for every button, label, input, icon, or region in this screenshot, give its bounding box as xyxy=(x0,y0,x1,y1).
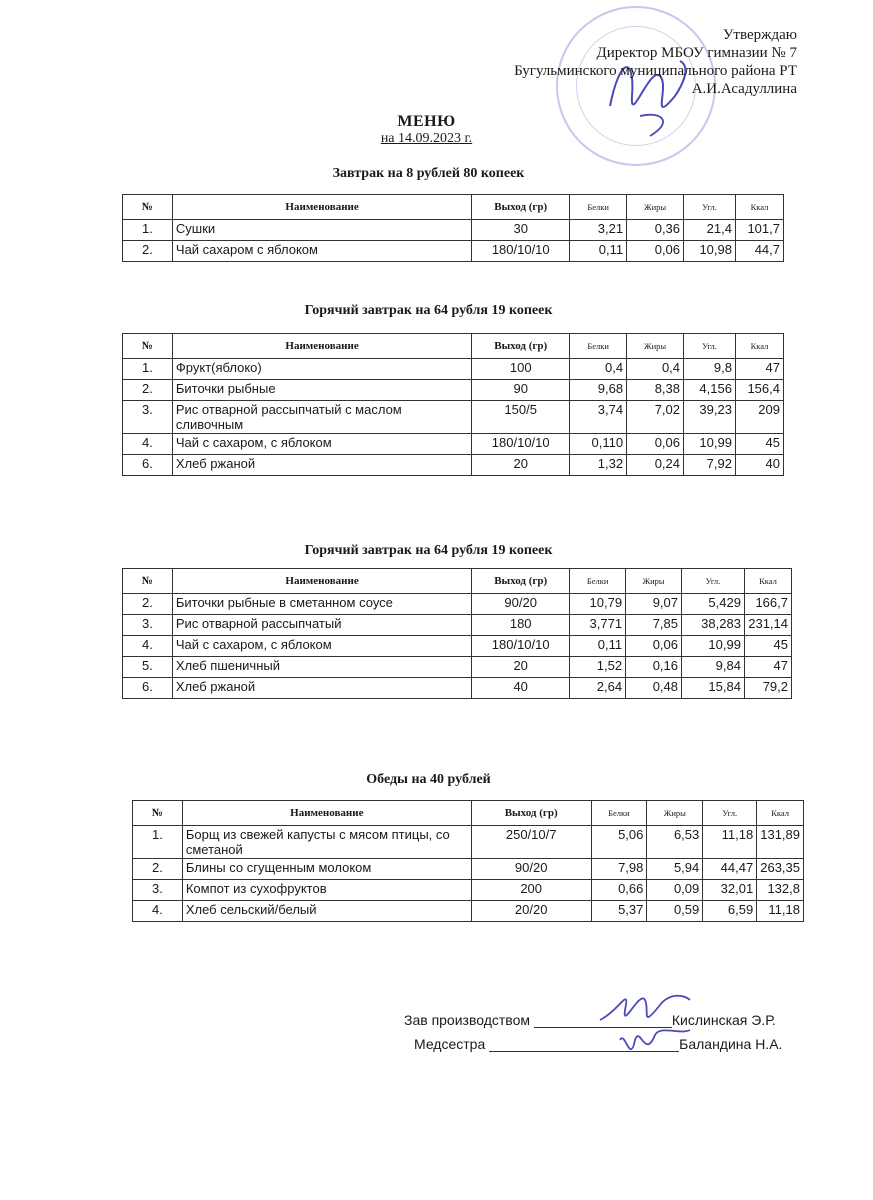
fat-value: 0,09 xyxy=(647,880,703,901)
table-row xyxy=(123,241,784,262)
table-header-row xyxy=(123,334,784,359)
column-header: Жиры xyxy=(627,195,684,220)
protein-value: 2,64 xyxy=(570,678,626,699)
table-row xyxy=(123,657,792,678)
table-row xyxy=(133,826,804,859)
portion-yield: 90/20 xyxy=(471,859,591,880)
portion-yield: 90 xyxy=(472,380,570,401)
column-header: Угл. xyxy=(682,569,745,594)
column-header: Ккал xyxy=(735,195,783,220)
signature-role-1: Зав производством xyxy=(404,1012,530,1028)
fat-value: 0,59 xyxy=(647,901,703,922)
carbs-value: 21,4 xyxy=(684,220,736,241)
protein-value: 0,11 xyxy=(570,636,626,657)
protein-value: 5,06 xyxy=(591,826,647,859)
row-number: 1. xyxy=(123,220,173,241)
dish-name: Чай сахаром с яблоком xyxy=(172,241,471,262)
column-header: № xyxy=(123,334,173,359)
row-number: 2. xyxy=(123,380,173,401)
fat-value: 0,16 xyxy=(626,657,682,678)
row-number: 2. xyxy=(123,594,173,615)
portion-yield: 200 xyxy=(471,880,591,901)
kcal-value: 45 xyxy=(744,636,791,657)
portion-yield: 180/10/10 xyxy=(472,241,570,262)
carbs-value: 10,98 xyxy=(684,241,736,262)
column-header: Ккал xyxy=(757,801,804,826)
carbs-value: 9,84 xyxy=(682,657,745,678)
row-number: 6. xyxy=(123,678,173,699)
fat-value: 0,06 xyxy=(627,241,684,262)
kcal-value: 45 xyxy=(735,434,783,455)
kcal-value: 166,7 xyxy=(744,594,791,615)
fat-value: 7,02 xyxy=(627,401,684,434)
kcal-value: 47 xyxy=(735,359,783,380)
row-number: 6. xyxy=(123,455,173,476)
table-row xyxy=(133,880,804,901)
table-row xyxy=(123,220,784,241)
column-header: Угл. xyxy=(684,334,736,359)
carbs-value: 9,8 xyxy=(684,359,736,380)
protein-value: 1,52 xyxy=(570,657,626,678)
table-row xyxy=(123,615,792,636)
signature-person-1: Кислинская Э.Р. xyxy=(671,1012,776,1028)
fat-value: 7,85 xyxy=(626,615,682,636)
table-row xyxy=(123,401,784,434)
section-title-4: Обеды на 40 рублей xyxy=(366,772,491,787)
carbs-value: 44,47 xyxy=(703,859,757,880)
carbs-value: 10,99 xyxy=(684,434,736,455)
table-row xyxy=(123,359,784,380)
carbs-value: 4,156 xyxy=(684,380,736,401)
carbs-value: 10,99 xyxy=(682,636,745,657)
column-header: № xyxy=(123,195,173,220)
carbs-value: 5,429 xyxy=(682,594,745,615)
protein-value: 0,110 xyxy=(570,434,627,455)
row-number: 4. xyxy=(123,636,173,657)
portion-yield: 20 xyxy=(472,455,570,476)
column-header: Белки xyxy=(570,195,627,220)
fat-value: 0,24 xyxy=(627,455,684,476)
fat-value: 0,48 xyxy=(626,678,682,699)
protein-value: 1,32 xyxy=(570,455,627,476)
column-header: Жиры xyxy=(626,569,682,594)
table-header-row xyxy=(133,801,804,826)
staff-signature xyxy=(590,980,700,1070)
row-number: 3. xyxy=(133,880,183,901)
dish-name: Компот из сухофруктов xyxy=(182,880,471,901)
approval-block xyxy=(514,26,797,98)
column-header: Жиры xyxy=(627,334,684,359)
dish-name: Хлеб сельский/белый xyxy=(182,901,471,922)
page-title: МЕНЮ xyxy=(397,113,456,130)
column-header: № xyxy=(123,569,173,594)
protein-value: 0,11 xyxy=(570,241,627,262)
table-row xyxy=(133,859,804,880)
portion-yield: 180/10/10 xyxy=(472,636,570,657)
column-header: Наименование xyxy=(182,801,471,826)
carbs-value: 11,18 xyxy=(703,826,757,859)
carbs-value: 32,01 xyxy=(703,880,757,901)
dish-name: Фрукт(яблоко) xyxy=(172,359,471,380)
kcal-value: 156,4 xyxy=(735,380,783,401)
fat-value: 0,4 xyxy=(627,359,684,380)
menu-table-3 xyxy=(122,568,792,699)
protein-value: 3,771 xyxy=(570,615,626,636)
approval-line-4: А.И.Асадуллина xyxy=(691,81,797,97)
portion-yield: 250/10/7 xyxy=(471,826,591,859)
protein-value: 7,98 xyxy=(591,859,647,880)
fat-value: 0,36 xyxy=(627,220,684,241)
approval-line-2: Директор МБОУ гимназии № 7 xyxy=(596,45,797,61)
table-header-row xyxy=(123,195,784,220)
carbs-value: 7,92 xyxy=(684,455,736,476)
protein-value: 0,4 xyxy=(570,359,627,380)
kcal-value: 231,14 xyxy=(744,615,791,636)
table-row xyxy=(133,901,804,922)
approval-line-3: Бугульминского муниципального района РТ xyxy=(514,63,797,79)
signature-role-2: Медсестра xyxy=(414,1036,486,1052)
column-header: Выход (гр) xyxy=(472,195,570,220)
dish-name: Борщ из свежей капусты с мясом птицы, со сметаной xyxy=(182,826,471,859)
carbs-value: 6,59 xyxy=(703,901,757,922)
portion-yield: 180/10/10 xyxy=(472,434,570,455)
protein-value: 5,37 xyxy=(591,901,647,922)
menu-table-4 xyxy=(132,800,804,922)
portion-yield: 180 xyxy=(472,615,570,636)
kcal-value: 79,2 xyxy=(744,678,791,699)
protein-value: 0,66 xyxy=(591,880,647,901)
column-header: Выход (гр) xyxy=(472,569,570,594)
section-title-3: Горячий завтрак на 64 рубля 19 копеек xyxy=(304,543,553,558)
menu-table-1 xyxy=(122,194,784,262)
kcal-value: 101,7 xyxy=(735,220,783,241)
kcal-value: 131,89 xyxy=(757,826,804,859)
table-header-row xyxy=(123,569,792,594)
section-title-1: Завтрак на 8 рублей 80 копеек xyxy=(332,166,525,181)
dish-name: Хлеб ржаной xyxy=(172,678,471,699)
column-header: Угл. xyxy=(703,801,757,826)
carbs-value: 39,23 xyxy=(684,401,736,434)
row-number: 1. xyxy=(123,359,173,380)
approval-line-1: Утверждаю xyxy=(722,27,797,43)
kcal-value: 132,8 xyxy=(757,880,804,901)
row-number: 2. xyxy=(123,241,173,262)
column-header: Угл. xyxy=(684,195,736,220)
fat-value: 0,06 xyxy=(626,636,682,657)
portion-yield: 100 xyxy=(472,359,570,380)
fat-value: 0,06 xyxy=(627,434,684,455)
fat-value: 8,38 xyxy=(627,380,684,401)
dish-name: Чай с сахаром, с яблоком xyxy=(172,636,471,657)
section-title-2: Горячий завтрак на 64 рубля 19 копеек xyxy=(304,303,553,318)
portion-yield: 90/20 xyxy=(472,594,570,615)
protein-value: 10,79 xyxy=(570,594,626,615)
dish-name: Чай с сахаром, с яблоком xyxy=(172,434,471,455)
portion-yield: 20/20 xyxy=(471,901,591,922)
dish-name: Биточки рыбные xyxy=(172,380,471,401)
column-header: Выход (гр) xyxy=(472,334,570,359)
column-header: Выход (гр) xyxy=(471,801,591,826)
kcal-value: 11,18 xyxy=(757,901,804,922)
dish-name: Хлеб пшеничный xyxy=(172,657,471,678)
column-header: Наименование xyxy=(172,195,471,220)
dish-name: Биточки рыбные в сметанном соусе xyxy=(172,594,471,615)
dish-name: Рис отварной рассыпчатый с маслом сливочным xyxy=(172,401,471,434)
row-number: 3. xyxy=(123,615,173,636)
carbs-value: 38,283 xyxy=(682,615,745,636)
kcal-value: 47 xyxy=(744,657,791,678)
portion-yield: 40 xyxy=(472,678,570,699)
menu-table-2 xyxy=(122,333,784,476)
protein-value: 3,21 xyxy=(570,220,627,241)
dish-name: Хлеб ржаной xyxy=(172,455,471,476)
column-header: Наименование xyxy=(172,334,471,359)
dish-name: Рис отварной рассыпчатый xyxy=(172,615,471,636)
carbs-value: 15,84 xyxy=(682,678,745,699)
protein-value: 3,74 xyxy=(570,401,627,434)
menu-date: на 14.09.2023 г. xyxy=(380,131,473,146)
table-row xyxy=(123,434,784,455)
dish-name: Блины со сгущенным молоком xyxy=(182,859,471,880)
portion-yield: 30 xyxy=(472,220,570,241)
row-number: 1. xyxy=(133,826,183,859)
dish-name: Сушки xyxy=(172,220,471,241)
row-number: 4. xyxy=(123,434,173,455)
column-header: Белки xyxy=(570,569,626,594)
table-row xyxy=(123,594,792,615)
column-header: Белки xyxy=(570,334,627,359)
table-row xyxy=(123,636,792,657)
fat-value: 9,07 xyxy=(626,594,682,615)
kcal-value: 263,35 xyxy=(757,859,804,880)
row-number: 2. xyxy=(133,859,183,880)
portion-yield: 150/5 xyxy=(472,401,570,434)
table-row xyxy=(123,678,792,699)
row-number: 4. xyxy=(133,901,183,922)
row-number: 5. xyxy=(123,657,173,678)
protein-value: 9,68 xyxy=(570,380,627,401)
fat-value: 5,94 xyxy=(647,859,703,880)
fat-value: 6,53 xyxy=(647,826,703,859)
signature-person-2: Баландина Н.А. xyxy=(679,1036,783,1052)
table-row xyxy=(123,380,784,401)
column-header: Жиры xyxy=(647,801,703,826)
kcal-value: 40 xyxy=(735,455,783,476)
kcal-value: 209 xyxy=(735,401,783,434)
column-header: Наименование xyxy=(172,569,471,594)
portion-yield: 20 xyxy=(472,657,570,678)
column-header: Ккал xyxy=(735,334,783,359)
column-header: Ккал xyxy=(744,569,791,594)
kcal-value: 44,7 xyxy=(735,241,783,262)
table-row xyxy=(123,455,784,476)
menu-header xyxy=(0,113,873,147)
column-header: № xyxy=(133,801,183,826)
row-number: 3. xyxy=(123,401,173,434)
column-header: Белки xyxy=(591,801,647,826)
